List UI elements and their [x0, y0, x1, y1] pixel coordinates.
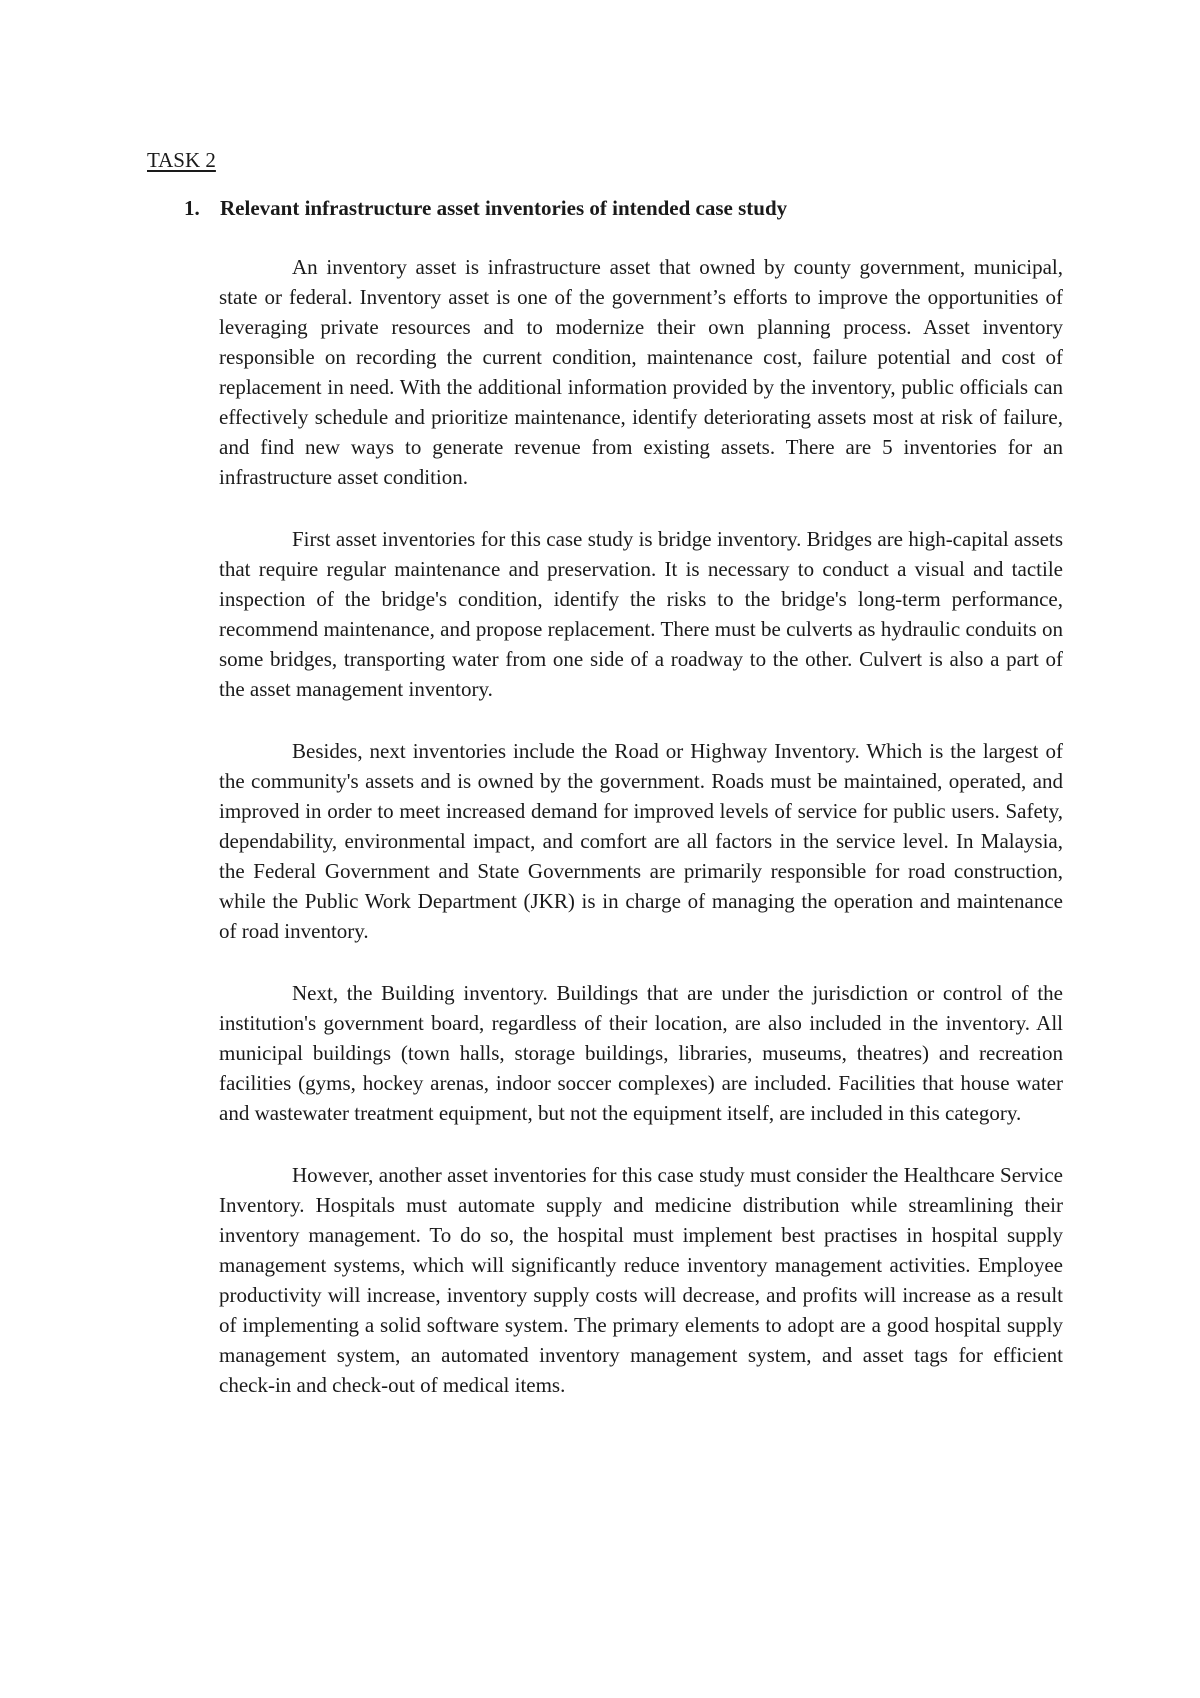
section-title: Relevant infrastructure asset inventories of intended case study — [220, 196, 788, 220]
body-text — [219, 252, 1063, 1432]
paragraph-healthcare-inventory: However, another asset inventories for this case study must consider the Healthcare Service Inventory. Hospitals must automate supply and medicine distribution while streamlining their inventory management. To do so, the hospital must implement best practises in hospital supply management systems, which will significantly reduce inventory management activities. Employee productivity will increase, inventory supply costs will decrease, and profits will increase as a result of implementing a solid software system. The primary elements to adopt are a good hospital supply management system, an automated inventory management system, and asset tags for efficient check-in and check-out of medical items. — [219, 1163, 1063, 1397]
task-heading: TASK 2 — [147, 148, 216, 172]
paragraph-building-inventory: Next, the Building inventory. Buildings that are under the jurisdiction or control of the institution's government board, regardless of their location, are also included in the inventory. All municipal buildings (town halls, storage buildings, libraries, museums, theatres) and recreation facilities (gyms, hockey arenas, indoor soccer complexes) are included. Facilities that house water and wastewater treatment equipment, but not the equipment itself, are included in this category. — [219, 981, 1063, 1125]
paragraph-bridge-inventory: First asset inventories for this case study is bridge inventory. Bridges are high-capital assets that require regular maintenance and preservation. It is necessary to conduct a visual and tactile inspection of the bridge's condition, identify the risks to the bridge's long-term performance, recommend maintenance, and propose replacement. There must be culverts as hydraulic conduits on some bridges, transporting water from one side of a roadway to the other. Culvert is also a part of the asset management inventory. — [219, 527, 1063, 701]
section-heading — [184, 194, 787, 222]
paragraph-road-inventory: Besides, next inventories include the Road or Highway Inventory. Which is the largest of the community's assets and is owned by the government. Roads must be maintained, operated, and improved in order to meet increased demand for improved levels of service for public users. Safety, dependability, environmental impact, and comfort are all factors in the service level. In Malaysia, the Federal Government and State Governments are primarily responsible for road construction, while the Public Work Department (JKR) is in charge of managing the operation and maintenance of road inventory. — [219, 739, 1063, 943]
paragraph-intro: An inventory asset is infrastructure asset that owned by county government, municipal, state or federal. Inventory asset is one of the government’s efforts to improve the opportunities of leveraging private resources and to modernize their own planning process. Asset inventory responsible on recording the current condition, maintenance cost, failure potential and cost of replacement in need. With the additional information provided by the inventory, public officials can effectively schedule and prioritize maintenance, identify deteriorating assets most at risk of failure, and find new ways to generate revenue from existing assets. There are 5 inventories for an infrastructure asset condition. — [219, 255, 1063, 489]
section-number: 1. — [184, 196, 200, 220]
